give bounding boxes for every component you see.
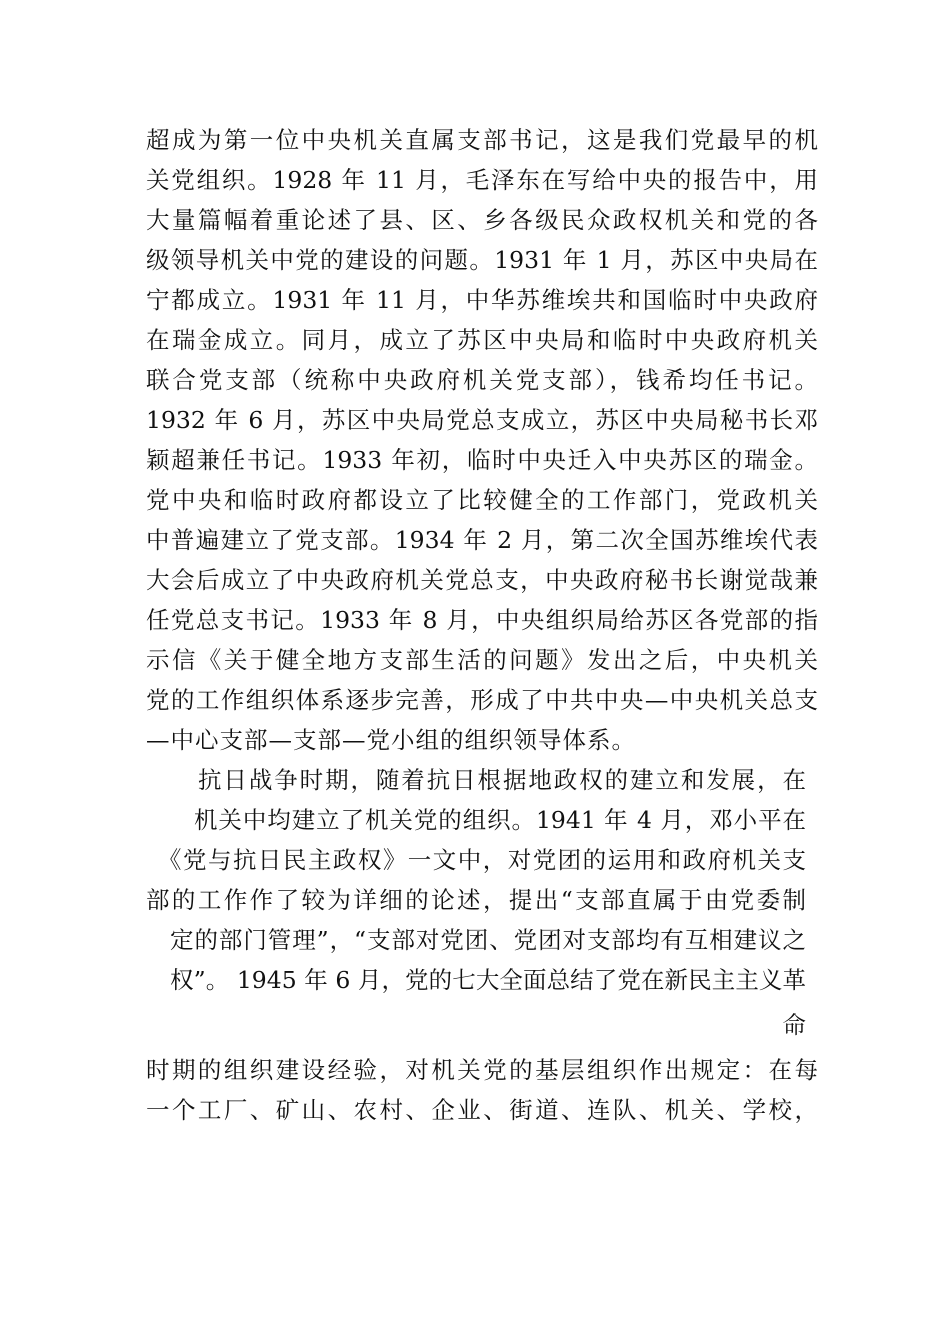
text-line: 示信《关于健全地方支部生活的问题》发出之后，中央机关: [146, 646, 818, 674]
text-line-indented: 权”。 1945 年 6 月，党的七大全面总结了党在新民主主义革: [170, 966, 806, 994]
text-line-indented: 机关中均建立了机关党的组织。1941 年 4 月，邓小平在: [194, 806, 806, 834]
text-line: 级领导机关中党的建设的问题。1931 年 1 月，苏区中央局在: [146, 246, 818, 274]
text-line-indented: 抗日战争时期，随着抗日根据地政权的建立和发展，在: [198, 766, 806, 794]
text-line: 一个工厂、矿山、农村、企业、街道、连队、机关、学校，: [146, 1096, 818, 1124]
text-line: 《党与抗日民主政权》一文中，对党团的运用和政府机关支: [158, 846, 806, 874]
text-line: 1932 年 6 月，苏区中央局党总支成立，苏区中央局秘书长邓: [146, 406, 818, 434]
text-line: 任党总支书记。1933 年 8 月，中央组织局给苏区各党部的指: [146, 606, 818, 634]
text-line: 颖超兼任书记。1933 年初，临时中央迁入中央苏区的瑞金。: [146, 446, 818, 474]
text-line: 党中央和临时政府都设立了比较健全的工作部门，党政机关: [146, 486, 818, 514]
text-line: 大量篇幅着重论述了县、区、乡各级民众政权机关和党的各: [146, 206, 818, 234]
text-line: 宁都成立。1931 年 11 月，中华苏维埃共和国临时中央政府: [146, 286, 818, 314]
text-line-overflow: 命: [782, 1011, 806, 1039]
text-line: 超成为第一位中央机关直属支部书记，这是我们党最早的机: [146, 126, 818, 154]
text-line: 部的工作作了较为详细的论述，提出“支部直属于由党委制: [146, 886, 806, 914]
text-line-indented: 定的部门管理”，“支部对党团、党团对支部均有互相建议之: [170, 926, 806, 954]
text-line: 时期的组织建设经验，对机关党的基层组织作出规定：在每: [146, 1056, 818, 1084]
text-line: 中普遍建立了党支部。1934 年 2 月，第二次全国苏维埃代表: [146, 526, 818, 554]
text-line: 党的工作组织体系逐步完善，形成了中共中央—中央机关总支: [146, 686, 818, 714]
text-line: 在瑞金成立。同月，成立了苏区中央局和临时中央政府机关: [146, 326, 818, 354]
text-line: 联合党支部（统称中央政府机关党支部），钱希均任书记。: [146, 366, 818, 394]
text-line: 大会后成立了中央政府机关党总支，中央政府秘书长谢觉哉兼: [146, 566, 818, 594]
text-line: 关党组织。1928 年 11 月，毛泽东在写给中央的报告中，用: [146, 166, 818, 194]
text-line: —中心支部—支部—党小组的组织领导体系。: [146, 726, 636, 754]
